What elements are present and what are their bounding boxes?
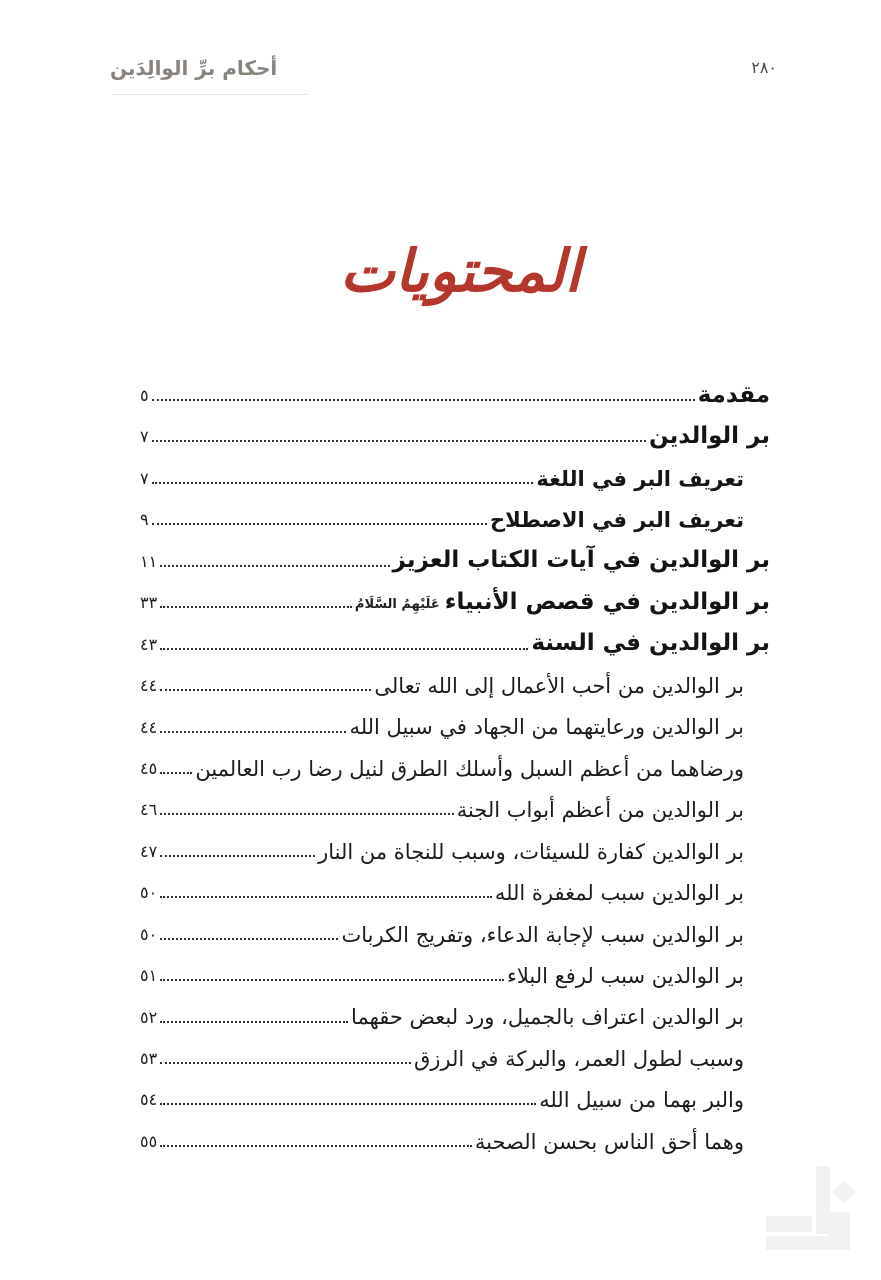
dotted-leader (160, 565, 389, 567)
watermark-diamond-shape (833, 1181, 856, 1204)
contents-page-title: المحتويات (340, 237, 581, 305)
toc-entry-page-number: ٥٢ (140, 1007, 158, 1027)
toc-entry-label: وسبب لطول العمر، والبركة في الرزق (413, 1046, 744, 1071)
toc-entry (140, 409, 770, 449)
dotted-leader (152, 440, 646, 442)
toc-entry-label: بر الوالدين (648, 423, 770, 449)
dotted-leader (160, 648, 528, 650)
dotted-leader (160, 1062, 411, 1064)
toc-entry-label: بر الوالدين من أحب الأعمال إلى الله تعالى (374, 673, 744, 698)
dotted-leader (152, 399, 695, 401)
toc-entry-label: وهما أحق الناس بحسن الصحبة (474, 1129, 744, 1154)
toc-entry-label: بر الوالدين من أعظم أبواب الجنة (456, 798, 744, 823)
toc-entry-label: بر الوالدين في السنة (531, 630, 770, 657)
toc-entry-label: مقدمة (697, 381, 770, 408)
toc-entry-label: والبر بهما من سبيل الله (539, 1088, 744, 1113)
toc-entry-page-number: ٤٤ (140, 676, 158, 696)
toc-entry-label: تعريف البر في الاصطلاح (489, 508, 744, 533)
toc-entry (140, 782, 770, 822)
toc-entry (140, 492, 770, 532)
page-number: ٢٨٠ (751, 58, 777, 77)
toc-entry-page-number: ٩ (140, 510, 149, 530)
dotted-leader (160, 813, 454, 815)
toc-entry (140, 658, 770, 698)
dotted-leader (160, 1103, 536, 1105)
toc-entry (140, 824, 770, 864)
watermark-dal-stem-shape (828, 1212, 850, 1250)
toc-entry (140, 907, 770, 947)
toc-entry-page-number: ٥٤ (140, 1090, 158, 1110)
toc-entry-page-number: ٥٠ (140, 883, 158, 903)
dotted-leader (160, 731, 346, 733)
watermark-upper-bar-shape (766, 1216, 812, 1232)
watermark-alef-bar-shape (816, 1166, 830, 1234)
header-rule (112, 94, 308, 95)
toc-list (140, 368, 770, 1154)
toc-entry (140, 451, 770, 491)
toc-entry (140, 617, 770, 657)
toc-entry (140, 1031, 770, 1071)
toc-entry-page-number: ٤٥ (140, 758, 158, 778)
toc-entry (140, 700, 770, 740)
toc-entry-honorific: عَلَيْهِمُ السَّلَامُ (354, 597, 440, 613)
dotted-leader (160, 938, 338, 940)
dotted-leader (160, 1145, 472, 1147)
dotted-leader (160, 896, 492, 898)
toc-entry-page-number: ٥٣ (140, 1049, 158, 1068)
running-header-book-title: أحكام برِّ الوالِدَين (110, 56, 278, 80)
toc-entry-page-number: ٧ (140, 427, 149, 447)
toc-entry (140, 368, 770, 408)
toc-entry (140, 1114, 770, 1154)
toc-entry (140, 534, 770, 574)
dotted-leader (160, 689, 371, 691)
toc-entry (140, 575, 770, 615)
dotted-leader (160, 855, 315, 857)
toc-entry-label: بر الوالدين سبب لرفع البلاء (506, 963, 744, 988)
toc-entry-page-number: ٤٧ (140, 841, 158, 861)
toc-entry-page-number: ٤٤ (140, 717, 158, 737)
toc-entry-page-number: ٤٣ (140, 634, 158, 654)
toc-entry-label: بر الوالدين سبب لإجابة الدعاء، وتفريج الكربات (341, 922, 744, 947)
dotted-leader (160, 979, 504, 981)
toc-entry-page-number: ٥٥ (140, 1131, 158, 1151)
dotted-leader (152, 523, 487, 525)
toc-entry (140, 990, 770, 1030)
toc-entry-page-number: ٥١ (140, 966, 158, 986)
toc-entry-page-number: ١١ (140, 551, 158, 571)
toc-entry-page-number: ٣٣ (140, 593, 158, 613)
toc-entry-label: بر الوالدين ورعايتهما من الجهاد في سبيل الله (349, 715, 744, 740)
toc-entry-page-number: ٥٠ (140, 924, 158, 944)
toc-entry-label: بر الوالدين سبب لمغفرة الله (494, 881, 744, 906)
watermark-lower-bar-shape (766, 1236, 828, 1250)
toc-entry-label: تعريف البر في اللغة (536, 466, 744, 491)
toc-entry-label: بر الوالدين في قصص الأنبياء (444, 588, 770, 615)
toc-entry-label: ورضاهما من أعظم السبل وأسلك الطرق لنيل رضا رب العالمين (195, 756, 744, 781)
toc-entry (140, 1072, 770, 1112)
toc-entry-label: بر الوالدين في آيات الكتاب العزيز (392, 547, 770, 574)
toc-entry-label: بر الوالدين كفارة للسيئات، وسبب للنجاة من النار (318, 839, 744, 864)
toc-entry-page-number: ٥ (140, 386, 149, 405)
dotted-leader (152, 482, 534, 484)
toc-entry (140, 948, 770, 988)
toc-entry (140, 741, 770, 781)
dotted-leader (160, 772, 192, 774)
dotted-leader (160, 606, 352, 608)
toc-entry-page-number: ٤٦ (140, 800, 158, 820)
toc-entry-label: بر الوالدين اعتراف بالجميل، ورد لبعض حقهما (351, 1005, 744, 1030)
dotted-leader (160, 1021, 348, 1023)
toc-entry-page-number: ٧ (140, 468, 149, 488)
toc-entry (140, 865, 770, 905)
